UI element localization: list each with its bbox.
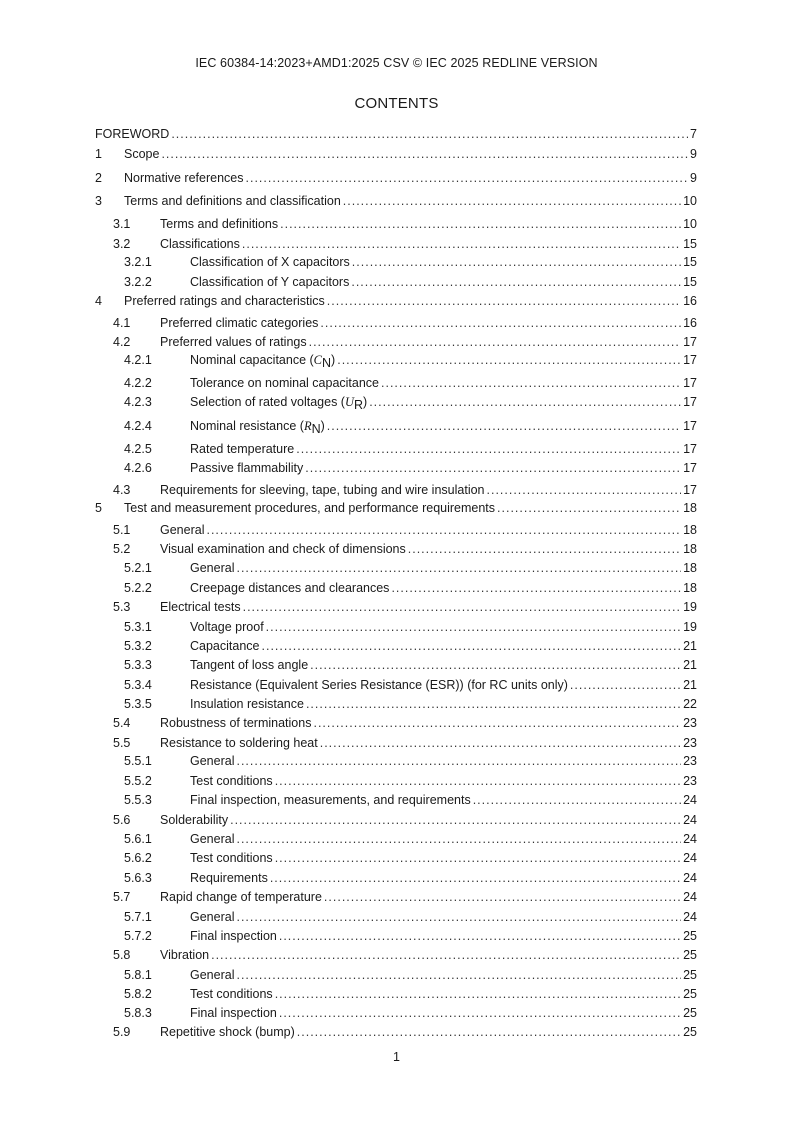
toc-entry-page: 24 [683,851,697,865]
toc-entry-title: Resistance (Equivalent Series Resistance (ESR)) (for RC units only) [190,678,568,692]
toc-entry-number: 2 [95,171,102,185]
dot-leader [351,273,681,291]
toc-entry[interactable] [0,811,793,829]
toc-entry-page: 23 [683,754,697,768]
dot-leader [313,714,681,732]
toc-entry-number: 3.2 [113,237,131,251]
toc-entry[interactable] [0,273,793,291]
toc-entry-title: General [190,968,235,982]
toc-entry-title: General [190,910,235,924]
dot-leader [242,235,681,253]
toc-entry[interactable] [0,734,793,752]
toc-entry-title: General [190,561,235,575]
toc-entry[interactable] [0,417,793,435]
toc-entry[interactable] [0,351,793,369]
toc-entry[interactable] [0,192,793,210]
dot-leader [310,656,681,674]
toc-entry-page: 18 [683,561,697,575]
toc-entry-title: Vibration [160,948,210,962]
toc-entry-title: Nominal resistance (RN) [190,419,325,435]
toc-entry-page: 24 [683,871,697,885]
document-header: IEC 60384-14:2023+AMD1:2025 CSV © IEC 2025 REDLINE VERSION [195,56,598,70]
toc-entry[interactable] [0,869,793,887]
toc-entry-number: 5.3.2 [124,639,152,653]
toc-entry[interactable] [0,966,793,984]
toc-entry[interactable] [0,314,793,332]
toc-entry-number: 4.2.5 [124,442,152,456]
toc-entry-title: Electrical tests [160,600,241,614]
toc-entry-title: Requirements [190,871,268,885]
toc-entry[interactable] [0,393,793,411]
toc-entry-title: Robustness of terminations [160,716,312,730]
dot-leader [236,966,681,984]
toc-entry-title: Visual examination and check of dimensions [160,542,406,556]
toc-entry-title: Classification of Y capacitors [190,275,350,289]
dot-leader [280,215,681,233]
dot-leader [352,253,681,271]
dot-leader [320,314,681,332]
page-number: 1 [393,1050,400,1064]
toc-entry-title: Tangent of loss angle [190,658,309,672]
toc-entry-title: Preferred climatic categories [160,316,319,330]
toc-entry[interactable] [0,292,793,310]
toc-entry[interactable] [0,637,793,655]
toc-entry-number: 5.7 [113,890,131,904]
toc-entry[interactable] [0,540,793,558]
toc-entry-title: Selection of rated voltages (UR) [190,395,368,411]
toc-entry-page: 17 [683,395,697,409]
toc-entry-number: 4.2.6 [124,461,152,475]
toc-entry-title: General [160,523,205,537]
toc-entry[interactable] [0,169,793,187]
dot-leader [266,618,681,636]
math-symbol: UR [344,395,364,411]
toc-entry-page: 25 [683,968,697,982]
toc-entry-number: 5.6.2 [124,851,152,865]
toc-entry-title: Requirements for sleeving, tape, tubing and wire insulation [160,483,485,497]
toc-entry-page: 25 [683,929,697,943]
toc-entry-page: 24 [683,890,697,904]
dot-leader [171,125,688,143]
toc-entry-number: 5.3.5 [124,697,152,711]
toc-entry-number: 5.5.1 [124,754,152,768]
dot-leader [343,192,681,210]
toc-entry-number: 5.8 [113,948,131,962]
math-symbol: CN [313,353,332,369]
dot-leader [211,946,681,964]
toc-entry-number: 1 [95,147,102,161]
toc-entry-page: 17 [683,483,697,497]
toc-entry-title: Capacitance [190,639,260,653]
toc-entry-title: Repetitive shock (bump) [160,1025,295,1039]
dot-leader [275,985,681,1003]
toc-entry-page: 22 [683,697,697,711]
toc-entry-number: 3 [95,194,102,208]
toc-entry-number: 5.8.2 [124,987,152,1001]
dot-leader [236,830,681,848]
toc-entry[interactable] [0,521,793,539]
toc-entry-page: 23 [683,774,697,788]
toc-entry[interactable] [0,888,793,906]
dot-leader [279,1004,681,1022]
toc-entry-title: Insulation resistance [190,697,304,711]
dot-leader [497,499,681,517]
toc-entry[interactable] [0,440,793,458]
dot-leader [236,752,681,770]
toc-entry-number: 5.1 [113,523,131,537]
toc-entry[interactable] [0,714,793,732]
dot-leader [262,637,682,655]
toc-entry-page: 25 [683,948,697,962]
toc-entry-page: 15 [683,255,697,269]
toc-entry-title: Final inspection [190,929,277,943]
toc-entry-title: General [190,832,235,846]
toc-entry-page: 21 [683,658,697,672]
toc-entry-page: 17 [683,442,697,456]
toc-entry[interactable] [0,579,793,597]
toc-entry-page: 10 [683,194,697,208]
toc-entry-page: 24 [683,793,697,807]
toc-entry-title: FOREWORD [95,127,170,141]
toc-entry[interactable] [0,791,793,809]
dot-leader [305,459,681,477]
toc-entry-number: 5.3.4 [124,678,152,692]
toc-entry-title: Creepage distances and clearances [190,581,390,595]
toc-entry-number: 5.6 [113,813,131,827]
toc-entry-page: 18 [683,542,697,556]
dot-leader [337,351,681,369]
toc-entry-page: 23 [683,716,697,730]
toc-entry-page: 9 [690,171,697,185]
toc-entry[interactable] [0,676,793,694]
toc-entry-number: 4.2.3 [124,395,152,409]
toc-entry-page: 15 [683,275,697,289]
toc-entry[interactable] [0,374,793,392]
dot-leader [327,292,681,310]
toc-entry[interactable] [0,772,793,790]
toc-entry-number: 4.2 [113,335,131,349]
dot-leader [296,440,681,458]
toc-entry-number: 5.8.1 [124,968,152,982]
dot-leader [324,888,681,906]
toc-entry-number: 4 [95,294,102,308]
toc-entry-page: 17 [683,353,697,367]
toc-entry-title: Test conditions [190,851,273,865]
toc-entry-page: 24 [683,813,697,827]
dot-leader [408,540,681,558]
toc-entry-number: 5.9 [113,1025,131,1039]
toc-entry-page: 24 [683,832,697,846]
dot-leader [487,481,682,499]
toc-entry-number: 5.3 [113,600,131,614]
toc-entry-page: 24 [683,910,697,924]
math-symbol: RN [303,419,321,435]
contents-title: CONTENTS [354,95,439,112]
toc-entry-title: Final inspection, measurements, and requirements [190,793,471,807]
toc-entry-page: 15 [683,237,697,251]
dot-leader [320,734,681,752]
toc-entry-number: 5.7.2 [124,929,152,943]
toc-entry[interactable] [0,927,793,945]
dot-leader [246,169,689,187]
toc-entry-number: 4.2.2 [124,376,152,390]
toc-entry-page: 18 [683,581,697,595]
dot-leader [243,598,682,616]
dot-leader [206,521,681,539]
toc-entry[interactable] [0,908,793,926]
toc-entry-number: 5.7.1 [124,910,152,924]
toc-entry[interactable] [0,559,793,577]
toc-entry[interactable] [0,985,793,1003]
toc-entry-page: 21 [683,639,697,653]
toc-entry-title: Test and measurement procedures, and performance requirements [124,501,496,515]
toc-entry[interactable] [0,235,793,253]
toc-entry-number: 3.2.1 [124,255,152,269]
dot-leader [230,811,681,829]
toc-entry-title: Resistance to soldering heat [160,736,318,750]
toc-entry-page: 17 [683,335,697,349]
dot-leader [279,927,681,945]
dot-leader [391,579,681,597]
toc-entry-page: 19 [683,620,697,634]
toc-entry[interactable] [0,481,793,499]
toc-entry-title: Normative references [124,171,244,185]
toc-entry-page: 9 [690,147,697,161]
toc-entry-number: 5.6.1 [124,832,152,846]
toc-entry-page: 25 [683,1025,697,1039]
toc-entry-number: 5.8.3 [124,1006,152,1020]
toc-entry[interactable] [0,499,793,517]
toc-entry-title: Rated temperature [190,442,295,456]
toc-entry-title: Rapid change of temperature [160,890,322,904]
dot-leader [270,869,681,887]
dot-leader [297,1023,681,1041]
toc-entry-title: Final inspection [190,1006,277,1020]
toc-entry-number: 5.3.3 [124,658,152,672]
toc-entry-number: 5.2.2 [124,581,152,595]
toc-entry-page: 19 [683,600,697,614]
toc-entry-title: Voltage proof [190,620,264,634]
toc-entry[interactable] [0,656,793,674]
toc-entry-page: 16 [683,294,697,308]
toc-entry-page: 25 [683,1006,697,1020]
toc-entry-number: 5.2 [113,542,131,556]
dot-leader [570,676,681,694]
toc-entry-title: General [190,754,235,768]
toc-entry-page: 18 [683,501,697,515]
toc-entry-title: Classification of X capacitors [190,255,350,269]
toc-entry[interactable] [0,145,793,163]
toc-entry-number: 5.4 [113,716,131,730]
toc-entry-number: 3.1 [113,217,131,231]
dot-leader [275,849,681,867]
toc-entry[interactable] [0,125,793,143]
toc-entry-number: 5.5.3 [124,793,152,807]
toc-entry-number: 5.6.3 [124,871,152,885]
toc-entry[interactable] [0,598,793,616]
toc-entry[interactable] [0,946,793,964]
toc-entry[interactable] [0,1023,793,1041]
toc-entry[interactable] [0,752,793,770]
toc-entry[interactable] [0,618,793,636]
toc-entry-title: Preferred ratings and characteristics [124,294,325,308]
toc-entry-title: Test conditions [190,774,273,788]
toc-entry-number: 4.3 [113,483,131,497]
toc-entry-number: 4.1 [113,316,131,330]
toc-entry[interactable] [0,333,793,351]
dot-leader [306,695,681,713]
toc-entry-title: Terms and definitions [160,217,279,231]
toc-entry-title: Tolerance on nominal capacitance [190,376,380,390]
dot-leader [327,417,681,435]
dot-leader [381,374,681,392]
toc-entry-page: 7 [690,127,697,141]
toc-entry-page: 16 [683,316,697,330]
toc-entry[interactable] [0,253,793,271]
dot-leader [161,145,688,163]
toc-entry[interactable] [0,695,793,713]
toc-entry-page: 18 [683,523,697,537]
toc-entry-number: 5.3.1 [124,620,152,634]
toc-entry-number: 3.2.2 [124,275,152,289]
toc-entry-number: 4.2.1 [124,353,152,367]
toc-entry-page: 23 [683,736,697,750]
toc-entry-page: 17 [683,419,697,433]
toc-entry-title: Passive flammability [190,461,304,475]
toc-entry[interactable] [0,1004,793,1022]
toc-entry-page: 17 [683,461,697,475]
toc-entry-title: Terms and definitions and classification [124,194,341,208]
toc-entry-page: 21 [683,678,697,692]
toc-entry-page: 10 [683,217,697,231]
toc-entry-number: 5.5 [113,736,131,750]
toc-entry-number: 5.5.2 [124,774,152,788]
toc-entry-title: Scope [124,147,160,161]
toc-entry-number: 4.2.4 [124,419,152,433]
toc-entry-number: 5.2.1 [124,561,152,575]
dot-leader [369,393,681,411]
toc-entry-number: 5 [95,501,102,515]
toc-entry-title: Nominal capacitance (CN) [190,353,336,369]
toc-entry-page: 17 [683,376,697,390]
dot-leader [309,333,681,351]
toc-entry[interactable] [0,215,793,233]
toc-entry-title: Test conditions [190,987,273,1001]
dot-leader [275,772,681,790]
toc-entry[interactable] [0,849,793,867]
toc-entry[interactable] [0,830,793,848]
dot-leader [473,791,681,809]
dot-leader [236,908,681,926]
toc-entry-title: Solderability [160,813,229,827]
toc-entry-title: Preferred values of ratings [160,335,307,349]
toc-entry[interactable] [0,459,793,477]
toc-entry-title: Classifications [160,237,240,251]
dot-leader [236,559,681,577]
toc-entry-page: 25 [683,987,697,1001]
